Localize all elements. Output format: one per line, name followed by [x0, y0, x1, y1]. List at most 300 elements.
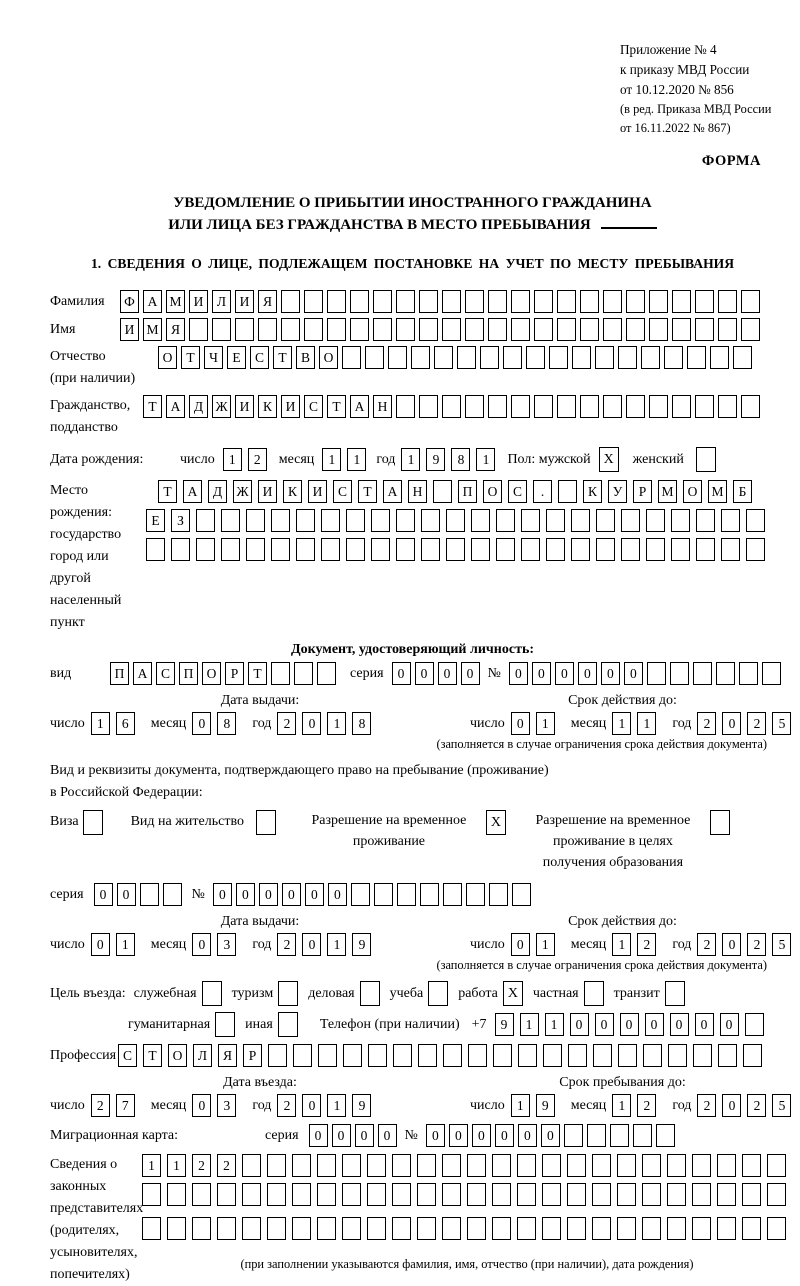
checkbox[interactable] [360, 981, 380, 1006]
char-box[interactable]: 9 [352, 1094, 371, 1117]
char-box[interactable] [346, 509, 365, 532]
char-box[interactable] [367, 1154, 386, 1177]
char-box[interactable] [374, 883, 393, 906]
char-box[interactable]: И [235, 395, 254, 418]
char-box[interactable]: 1 [520, 1013, 539, 1036]
char-box[interactable] [146, 538, 165, 561]
char-box[interactable] [142, 1183, 161, 1206]
char-box[interactable]: М [166, 290, 185, 313]
char-box[interactable] [649, 290, 668, 313]
char-box[interactable] [587, 1124, 606, 1147]
char-box[interactable] [421, 509, 440, 532]
char-box[interactable] [693, 662, 712, 685]
char-box[interactable] [521, 509, 540, 532]
char-box[interactable] [592, 1217, 611, 1240]
char-box[interactable] [617, 1154, 636, 1177]
char-box[interactable]: 0 [555, 662, 574, 685]
char-box[interactable] [580, 318, 599, 341]
char-box[interactable]: 8 [451, 448, 470, 471]
char-box[interactable]: О [158, 346, 177, 369]
char-box[interactable] [242, 1217, 261, 1240]
char-box[interactable] [351, 883, 370, 906]
char-box[interactable] [471, 538, 490, 561]
char-box[interactable]: Ж [212, 395, 231, 418]
char-box[interactable]: 0 [645, 1013, 664, 1036]
char-box[interactable] [741, 395, 760, 418]
char-box[interactable]: Т [158, 480, 177, 503]
char-box[interactable] [534, 395, 553, 418]
char-box[interactable]: 2 [747, 933, 766, 956]
char-box[interactable] [488, 290, 507, 313]
char-box[interactable] [388, 346, 407, 369]
char-box[interactable] [595, 346, 614, 369]
char-box[interactable] [397, 883, 416, 906]
char-box[interactable]: 0 [378, 1124, 397, 1147]
char-box[interactable] [281, 290, 300, 313]
char-box[interactable] [664, 346, 683, 369]
char-box[interactable]: Д [208, 480, 227, 503]
char-box[interactable]: 0 [426, 1124, 445, 1147]
char-box[interactable] [271, 662, 290, 685]
char-box[interactable] [467, 1217, 486, 1240]
char-box[interactable] [392, 1217, 411, 1240]
char-box[interactable] [672, 395, 691, 418]
char-box[interactable]: 0 [722, 1094, 741, 1117]
char-box[interactable] [580, 290, 599, 313]
char-box[interactable] [580, 395, 599, 418]
char-box[interactable]: 2 [697, 1094, 716, 1117]
char-box[interactable]: М [708, 480, 727, 503]
char-box[interactable] [767, 1154, 786, 1177]
checkbox[interactable] [202, 981, 222, 1006]
char-box[interactable] [342, 1217, 361, 1240]
char-box[interactable] [567, 1154, 586, 1177]
char-box[interactable]: Т [327, 395, 346, 418]
char-box[interactable] [672, 318, 691, 341]
char-box[interactable] [572, 346, 591, 369]
char-box[interactable] [418, 1044, 437, 1067]
char-box[interactable]: 0 [309, 1124, 328, 1147]
char-box[interactable]: У [608, 480, 627, 503]
char-box[interactable] [321, 509, 340, 532]
char-box[interactable] [457, 346, 476, 369]
char-box[interactable] [549, 346, 568, 369]
char-box[interactable] [396, 538, 415, 561]
char-box[interactable]: . [533, 480, 552, 503]
char-box[interactable] [235, 318, 254, 341]
char-box[interactable] [466, 883, 485, 906]
char-box[interactable] [189, 318, 208, 341]
char-box[interactable] [221, 538, 240, 561]
char-box[interactable] [518, 1044, 537, 1067]
checkbox[interactable]: X [503, 981, 523, 1006]
char-box[interactable] [746, 538, 765, 561]
char-box[interactable] [567, 1183, 586, 1206]
char-box[interactable] [710, 346, 729, 369]
char-box[interactable]: С [250, 346, 269, 369]
char-box[interactable] [649, 395, 668, 418]
char-box[interactable]: 0 [541, 1124, 560, 1147]
char-box[interactable] [327, 318, 346, 341]
char-box[interactable] [434, 346, 453, 369]
char-box[interactable]: 2 [192, 1154, 211, 1177]
char-box[interactable] [668, 1044, 687, 1067]
char-box[interactable]: М [658, 480, 677, 503]
char-box[interactable]: 9 [352, 933, 371, 956]
char-box[interactable]: 0 [570, 1013, 589, 1036]
char-box[interactable] [417, 1183, 436, 1206]
char-box[interactable]: 0 [461, 662, 480, 685]
char-box[interactable] [396, 395, 415, 418]
checkbox[interactable] [665, 981, 685, 1006]
char-box[interactable]: 0 [213, 883, 232, 906]
char-box[interactable]: Т [273, 346, 292, 369]
char-box[interactable] [442, 1183, 461, 1206]
char-box[interactable] [646, 509, 665, 532]
char-box[interactable]: 0 [392, 662, 411, 685]
char-box[interactable] [667, 1217, 686, 1240]
char-box[interactable]: 9 [536, 1094, 555, 1117]
char-box[interactable] [342, 1154, 361, 1177]
char-box[interactable]: Д [189, 395, 208, 418]
char-box[interactable] [318, 1044, 337, 1067]
char-box[interactable]: 3 [217, 933, 236, 956]
char-box[interactable] [443, 883, 462, 906]
char-box[interactable] [242, 1183, 261, 1206]
char-box[interactable] [350, 318, 369, 341]
char-box[interactable] [192, 1217, 211, 1240]
char-box[interactable] [371, 538, 390, 561]
char-box[interactable]: 2 [248, 448, 267, 471]
char-box[interactable]: О [483, 480, 502, 503]
char-box[interactable] [163, 883, 182, 906]
char-box[interactable] [542, 1154, 561, 1177]
char-box[interactable]: Е [227, 346, 246, 369]
char-box[interactable] [696, 509, 715, 532]
char-box[interactable]: Т [181, 346, 200, 369]
char-box[interactable] [396, 509, 415, 532]
char-box[interactable]: А [166, 395, 185, 418]
char-box[interactable] [739, 662, 758, 685]
char-box[interactable]: 0 [94, 883, 113, 906]
char-box[interactable] [217, 1183, 236, 1206]
char-box[interactable] [567, 1217, 586, 1240]
char-box[interactable] [393, 1044, 412, 1067]
char-box[interactable]: 0 [117, 883, 136, 906]
char-box[interactable]: Р [243, 1044, 262, 1067]
char-box[interactable] [557, 318, 576, 341]
char-box[interactable] [417, 1154, 436, 1177]
char-box[interactable] [721, 509, 740, 532]
char-box[interactable] [695, 318, 714, 341]
char-box[interactable]: Р [225, 662, 244, 685]
char-box[interactable] [718, 1044, 737, 1067]
char-box[interactable]: О [202, 662, 221, 685]
char-box[interactable]: Т [143, 395, 162, 418]
char-box[interactable] [742, 1217, 761, 1240]
char-box[interactable]: 0 [495, 1124, 514, 1147]
char-box[interactable] [717, 1154, 736, 1177]
char-box[interactable] [745, 1013, 764, 1036]
char-box[interactable] [465, 290, 484, 313]
char-box[interactable] [442, 318, 461, 341]
char-box[interactable] [373, 318, 392, 341]
char-box[interactable]: С [118, 1044, 137, 1067]
char-box[interactable] [718, 395, 737, 418]
char-box[interactable] [543, 1044, 562, 1067]
char-box[interactable]: 9 [495, 1013, 514, 1036]
char-box[interactable]: 1 [545, 1013, 564, 1036]
char-box[interactable]: Б [733, 480, 752, 503]
char-box[interactable]: 2 [697, 712, 716, 735]
char-box[interactable]: Ж [233, 480, 252, 503]
char-box[interactable] [542, 1183, 561, 1206]
char-box[interactable]: С [333, 480, 352, 503]
char-box[interactable] [617, 1217, 636, 1240]
char-box[interactable] [271, 538, 290, 561]
char-box[interactable]: 0 [302, 712, 321, 735]
char-box[interactable]: 0 [518, 1124, 537, 1147]
char-box[interactable] [564, 1124, 583, 1147]
char-box[interactable]: 0 [449, 1124, 468, 1147]
char-box[interactable] [743, 1044, 762, 1067]
char-box[interactable] [695, 395, 714, 418]
char-box[interactable]: 2 [637, 1094, 656, 1117]
char-box[interactable]: 0 [472, 1124, 491, 1147]
char-box[interactable]: 0 [192, 933, 211, 956]
checkbox[interactable] [428, 981, 448, 1006]
char-box[interactable] [717, 1183, 736, 1206]
char-box[interactable] [167, 1217, 186, 1240]
residence-permit-checkbox[interactable] [256, 810, 276, 835]
char-box[interactable]: 0 [332, 1124, 351, 1147]
char-box[interactable]: 0 [192, 712, 211, 735]
char-box[interactable] [246, 509, 265, 532]
char-box[interactable] [446, 538, 465, 561]
char-box[interactable]: Т [143, 1044, 162, 1067]
char-box[interactable] [267, 1217, 286, 1240]
char-box[interactable]: В [296, 346, 315, 369]
char-box[interactable] [342, 1183, 361, 1206]
char-box[interactable] [293, 1044, 312, 1067]
char-box[interactable] [741, 318, 760, 341]
char-box[interactable]: 6 [116, 712, 135, 735]
char-box[interactable] [696, 538, 715, 561]
char-box[interactable]: К [283, 480, 302, 503]
char-box[interactable] [446, 509, 465, 532]
char-box[interactable]: И [258, 480, 277, 503]
char-box[interactable] [246, 538, 265, 561]
char-box[interactable] [433, 480, 452, 503]
char-box[interactable]: 0 [624, 662, 643, 685]
char-box[interactable]: 1 [536, 933, 555, 956]
char-box[interactable] [592, 1183, 611, 1206]
char-box[interactable] [534, 318, 553, 341]
char-box[interactable]: П [458, 480, 477, 503]
char-box[interactable]: А [183, 480, 202, 503]
char-box[interactable]: 2 [697, 933, 716, 956]
char-box[interactable] [196, 538, 215, 561]
checkbox[interactable] [215, 1012, 235, 1037]
char-box[interactable] [171, 538, 190, 561]
char-box[interactable] [656, 1124, 675, 1147]
char-box[interactable]: 8 [217, 712, 236, 735]
char-box[interactable] [621, 538, 640, 561]
char-box[interactable] [167, 1183, 186, 1206]
char-box[interactable]: Р [633, 480, 652, 503]
char-box[interactable] [542, 1217, 561, 1240]
char-box[interactable]: 2 [277, 1094, 296, 1117]
char-box[interactable] [468, 1044, 487, 1067]
char-box[interactable]: 5 [772, 1094, 791, 1117]
char-box[interactable] [304, 318, 323, 341]
char-box[interactable] [517, 1183, 536, 1206]
char-box[interactable] [196, 509, 215, 532]
char-box[interactable]: А [143, 290, 162, 313]
char-box[interactable] [317, 1217, 336, 1240]
char-box[interactable]: 2 [277, 712, 296, 735]
char-box[interactable] [140, 883, 159, 906]
char-box[interactable] [557, 395, 576, 418]
char-box[interactable] [467, 1183, 486, 1206]
char-box[interactable]: 0 [438, 662, 457, 685]
char-box[interactable] [317, 1183, 336, 1206]
char-box[interactable] [442, 1154, 461, 1177]
char-box[interactable] [618, 1044, 637, 1067]
char-box[interactable]: 0 [511, 712, 530, 735]
char-box[interactable] [511, 395, 530, 418]
char-box[interactable]: К [258, 395, 277, 418]
checkbox[interactable] [278, 1012, 298, 1037]
char-box[interactable] [692, 1217, 711, 1240]
temp-residence-education-checkbox[interactable] [710, 810, 730, 835]
char-box[interactable]: 1 [142, 1154, 161, 1177]
char-box[interactable]: 0 [305, 883, 324, 906]
char-box[interactable]: 8 [352, 712, 371, 735]
char-box[interactable] [642, 1183, 661, 1206]
char-box[interactable]: А [133, 662, 152, 685]
char-box[interactable]: 0 [355, 1124, 374, 1147]
char-box[interactable] [596, 538, 615, 561]
char-box[interactable] [546, 509, 565, 532]
char-box[interactable] [421, 538, 440, 561]
char-box[interactable] [746, 509, 765, 532]
char-box[interactable]: 0 [595, 1013, 614, 1036]
char-box[interactable] [503, 346, 522, 369]
char-box[interactable]: 2 [637, 933, 656, 956]
char-box[interactable] [511, 290, 530, 313]
char-box[interactable]: 2 [747, 1094, 766, 1117]
char-box[interactable] [371, 509, 390, 532]
char-box[interactable]: 1 [536, 712, 555, 735]
char-box[interactable] [417, 1217, 436, 1240]
char-box[interactable]: Я [218, 1044, 237, 1067]
char-box[interactable]: 2 [747, 712, 766, 735]
char-box[interactable] [693, 1044, 712, 1067]
char-box[interactable] [621, 509, 640, 532]
char-box[interactable] [592, 1154, 611, 1177]
char-box[interactable]: Я [166, 318, 185, 341]
char-box[interactable] [271, 509, 290, 532]
char-box[interactable] [649, 318, 668, 341]
char-box[interactable]: Н [373, 395, 392, 418]
char-box[interactable]: П [110, 662, 129, 685]
char-box[interactable]: 1 [612, 933, 631, 956]
char-box[interactable]: 2 [277, 933, 296, 956]
char-box[interactable] [267, 1154, 286, 1177]
char-box[interactable] [488, 318, 507, 341]
char-box[interactable] [367, 1217, 386, 1240]
char-box[interactable] [221, 509, 240, 532]
char-box[interactable] [642, 1154, 661, 1177]
char-box[interactable] [496, 509, 515, 532]
char-box[interactable] [767, 1217, 786, 1240]
char-box[interactable]: А [350, 395, 369, 418]
char-box[interactable] [281, 318, 300, 341]
char-box[interactable]: 0 [328, 883, 347, 906]
char-box[interactable]: 7 [116, 1094, 135, 1117]
char-box[interactable] [292, 1183, 311, 1206]
char-box[interactable] [465, 318, 484, 341]
char-box[interactable] [643, 1044, 662, 1067]
char-box[interactable] [419, 318, 438, 341]
char-box[interactable] [396, 290, 415, 313]
char-box[interactable]: С [508, 480, 527, 503]
char-box[interactable]: 1 [476, 448, 495, 471]
char-box[interactable] [212, 318, 231, 341]
char-box[interactable]: 2 [217, 1154, 236, 1177]
char-box[interactable] [593, 1044, 612, 1067]
char-box[interactable] [695, 290, 714, 313]
char-box[interactable] [671, 538, 690, 561]
char-box[interactable]: С [156, 662, 175, 685]
char-box[interactable] [667, 1154, 686, 1177]
char-box[interactable] [467, 1154, 486, 1177]
char-box[interactable] [242, 1154, 261, 1177]
char-box[interactable]: Ч [204, 346, 223, 369]
char-box[interactable]: И [308, 480, 327, 503]
char-box[interactable] [267, 1183, 286, 1206]
char-box[interactable] [442, 395, 461, 418]
char-box[interactable]: Л [193, 1044, 212, 1067]
char-box[interactable]: 0 [722, 933, 741, 956]
char-box[interactable]: Л [212, 290, 231, 313]
char-box[interactable] [321, 538, 340, 561]
char-box[interactable] [420, 883, 439, 906]
char-box[interactable]: 0 [695, 1013, 714, 1036]
char-box[interactable]: 1 [91, 712, 110, 735]
char-box[interactable] [571, 538, 590, 561]
char-box[interactable]: 0 [620, 1013, 639, 1036]
char-box[interactable] [692, 1183, 711, 1206]
char-box[interactable] [571, 509, 590, 532]
char-box[interactable]: Т [248, 662, 267, 685]
checkbox[interactable] [584, 981, 604, 1006]
char-box[interactable]: М [143, 318, 162, 341]
char-box[interactable] [493, 1044, 512, 1067]
char-box[interactable] [733, 346, 752, 369]
char-box[interactable] [492, 1154, 511, 1177]
char-box[interactable] [296, 538, 315, 561]
char-box[interactable] [671, 509, 690, 532]
char-box[interactable] [517, 1217, 536, 1240]
char-box[interactable] [489, 883, 508, 906]
char-box[interactable] [558, 480, 577, 503]
char-box[interactable] [292, 1217, 311, 1240]
char-box[interactable]: К [583, 480, 602, 503]
char-box[interactable]: И [120, 318, 139, 341]
char-box[interactable]: 5 [772, 712, 791, 735]
